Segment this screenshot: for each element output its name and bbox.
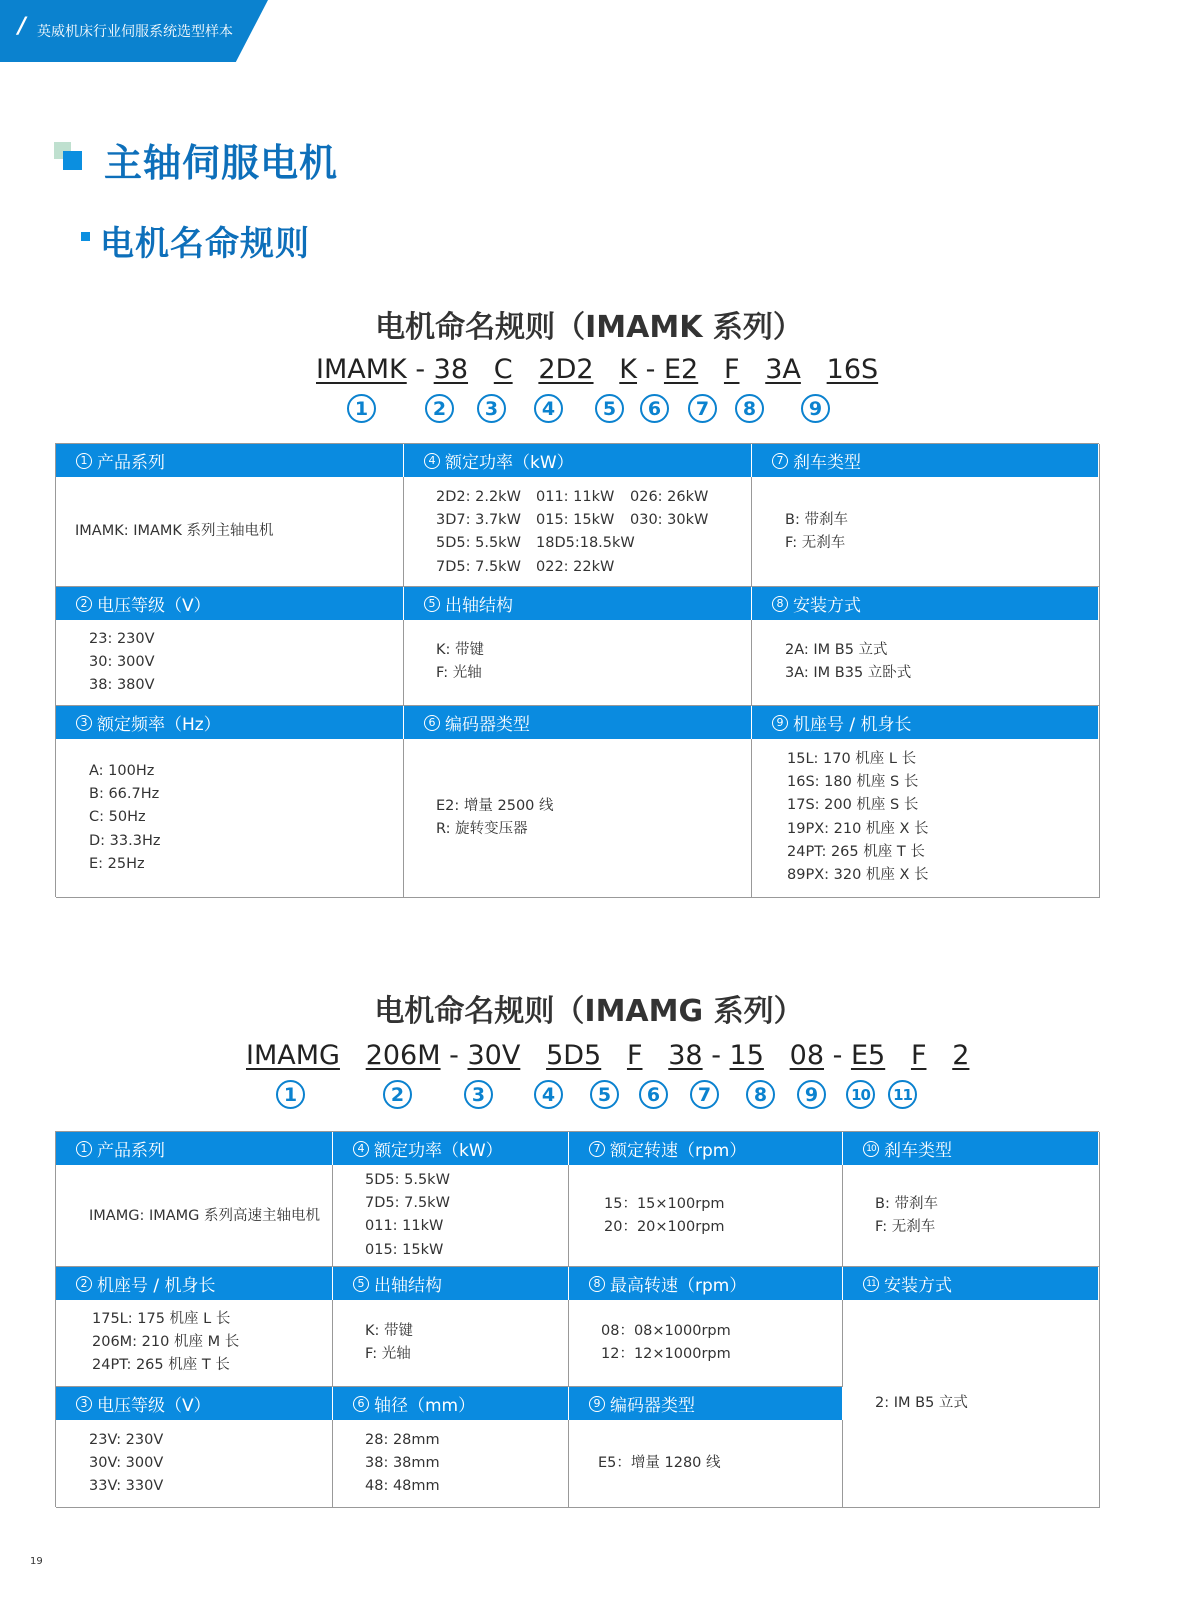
cell-body: E5：增量 1280 线 [598, 1455, 721, 1471]
circle-number: 7 [688, 394, 717, 423]
section-subtitle: 电机名命规则 [100, 224, 310, 264]
cell-body: B: 带刹车 F: 无刹车 [785, 512, 848, 552]
cell-body: 23: 230V 30: 300V 38: 380V [89, 631, 155, 694]
cell-body: 5D5: 5.5kW 7D5: 7.5kW 011: 11kW 015: 15kW [365, 1172, 450, 1258]
cell-body: 15：15×100rpm 20：20×100rpm [604, 1196, 725, 1236]
circle-number: 1 [347, 394, 376, 423]
table-cell [56, 1387, 333, 1508]
table-cell [56, 444, 404, 587]
code-part: F [723, 354, 740, 385]
table-cell [569, 1387, 843, 1508]
table-cell [333, 1267, 569, 1387]
circle-number: 8 [735, 394, 764, 423]
circle-number: 11 [888, 1080, 917, 1109]
code-part: 16S [826, 354, 879, 385]
circle-number: 4 [534, 1080, 563, 1109]
code-part: F [910, 1040, 927, 1071]
circle-number: 6 [640, 394, 669, 423]
imamg-code [246, 1040, 969, 1071]
cell-body: 175L: 175 机座 L 长 206M: 210 机座 M 长 24PT: 265 机座 T 长 [92, 1311, 240, 1374]
circle-number: 6 [639, 1080, 668, 1109]
code-part: E5 [850, 1040, 886, 1071]
code-part: 3A [765, 354, 801, 385]
cell-body: K: 带键 F: 光轴 [365, 1323, 414, 1363]
imamk-title: 电机命名规则（IMAMK 系列） [375, 310, 803, 345]
cell-body: B: 带刹车 F: 无刹车 [875, 1196, 938, 1236]
circle-number: 9 [801, 394, 830, 423]
table-cell [569, 1267, 843, 1387]
code-part: K [619, 354, 638, 385]
cell-header: 3 额定频率（Hz） [56, 706, 404, 739]
table-cell [752, 706, 1100, 898]
cell-body: IMAMK: IMAMK 系列主轴电机 [75, 523, 274, 539]
code-part: 15 [729, 1040, 764, 1071]
cell-body: 28: 28mm 38: 38mm 48: 48mm [365, 1432, 440, 1495]
table-cell [404, 587, 752, 706]
code-part: C [493, 354, 513, 385]
table-cell [56, 706, 404, 898]
code-part: 2 [952, 1040, 970, 1071]
circle-number: 1 [276, 1080, 305, 1109]
table-cell [843, 1267, 1100, 1508]
circle-number: 5 [590, 1080, 619, 1109]
code-part: 38 [668, 1040, 703, 1071]
cell-body: K: 带键 F: 光轴 [436, 642, 485, 682]
code-part: IMAMG [246, 1040, 340, 1071]
code-part: IMAMK [316, 354, 407, 385]
cell-body: 15L: 170 机座 L 长 16S: 180 机座 S 长 17S: 200 机座 S 长 19PX: 210 机座 X 长 24PT: 265 机座 T 长 89PX: 320 机座 X 长 [787, 751, 929, 884]
circle-number: 10 [846, 1080, 875, 1109]
code-part: E2 [663, 354, 699, 385]
circle-number: 7 [690, 1080, 719, 1109]
cell-header: 7 刹车类型 [752, 444, 1099, 477]
section-squares-icon [54, 142, 84, 172]
code-dash: - [645, 354, 656, 385]
circle-number: 3 [464, 1080, 493, 1109]
cell-header: 4 额定功率（kW） [333, 1132, 569, 1165]
imamg-title: 电机命名规则（IMAMG 系列） [374, 994, 804, 1029]
cell-header: 8 最高转速（rpm） [569, 1267, 843, 1300]
cell-header: 8 安装方式 [752, 587, 1099, 620]
cell-header: 9 机座号 / 机身长 [752, 706, 1099, 739]
table-cell [56, 1267, 333, 1387]
code-dash: - [711, 1040, 721, 1071]
table-cell [333, 1387, 569, 1508]
cell-body: IMAMG: IMAMG 系列高速主轴电机 [89, 1208, 321, 1224]
cell-header: 2 机座号 / 机身长 [56, 1267, 333, 1300]
cell-header: 1 产品系列 [56, 444, 404, 477]
table-cell [56, 1132, 333, 1267]
cell-body: 2: IM B5 立式 [875, 1395, 968, 1411]
code-dash: - [449, 1040, 459, 1071]
code-part: 5D5 [546, 1040, 602, 1071]
circle-number: 3 [477, 394, 506, 423]
imamk-code [316, 354, 878, 385]
code-part: F [626, 1040, 643, 1071]
page-number: 19 [30, 1556, 43, 1567]
code-part: 38 [433, 354, 469, 385]
table-cell [333, 1132, 569, 1267]
cell-body: A: 100Hz B: 66.7Hz C: 50Hz D: 33.3Hz E: 25Hz [89, 763, 161, 872]
table-cell [752, 444, 1100, 587]
cell-body: E2: 增量 2500 线 R: 旋转变压器 [436, 798, 554, 838]
table-cell [56, 587, 404, 706]
code-part: 2D2 [538, 354, 594, 385]
cell-header: 10 刹车类型 [843, 1132, 1099, 1165]
imamk-table [55, 443, 1099, 897]
cell-body: 08：08×1000rpm 12：12×1000rpm [601, 1323, 731, 1363]
header-title: 英威机床行业伺服系统选型样本 [37, 24, 233, 40]
imamg-table [55, 1131, 1099, 1507]
header-slash: / [18, 14, 27, 39]
cell-body: 23V: 230V 30V: 300V 33V: 330V [89, 1432, 164, 1495]
cell-header: 5 出轴结构 [404, 587, 752, 620]
circle-number: 5 [595, 394, 624, 423]
code-part: 206M [365, 1040, 441, 1071]
cell-header: 6 轴径（mm） [333, 1387, 569, 1420]
code-part: 08 [789, 1040, 825, 1071]
cell-header: 5 出轴结构 [333, 1267, 569, 1300]
cell-header: 4 额定功率（kW） [404, 444, 752, 477]
cell-header: 7 额定转速（rpm） [569, 1132, 843, 1165]
table-cell [569, 1132, 843, 1267]
circle-number: 4 [534, 394, 563, 423]
table-cell [404, 444, 752, 587]
table-cell [404, 706, 752, 898]
code-dash: - [415, 354, 426, 385]
cell-header: 3 电压等级（V） [56, 1387, 333, 1420]
cell-header: 2 电压等级（V） [56, 587, 404, 620]
table-cell [752, 587, 1100, 706]
cell-body: 2D2: 2.2kW 3D7: 3.7kW 5D5: 5.5kW 7D5: 7.5kW 011: 11kW 015: 15kW 18D5:18.5kW 022: 22kW 026: 26kW 030: 30kW [436, 489, 709, 575]
circle-number: 2 [383, 1080, 412, 1109]
circle-number: 8 [746, 1080, 775, 1109]
page-title: 主轴伺服电机 [104, 141, 339, 185]
cell-header: 9 编码器类型 [569, 1387, 843, 1420]
cell-header: 1 产品系列 [56, 1132, 333, 1165]
cell-header: 11 安装方式 [843, 1267, 1099, 1300]
code-dash: - [832, 1040, 843, 1071]
circle-number: 2 [425, 394, 454, 423]
circle-number: 9 [797, 1080, 826, 1109]
cell-body: 2A: IM B5 立式 3A: IM B35 立卧式 [785, 642, 912, 682]
code-part: 30V [467, 1040, 521, 1071]
square-bullet-icon [81, 232, 90, 241]
cell-header: 6 编码器类型 [404, 706, 752, 739]
table-cell [843, 1132, 1100, 1267]
